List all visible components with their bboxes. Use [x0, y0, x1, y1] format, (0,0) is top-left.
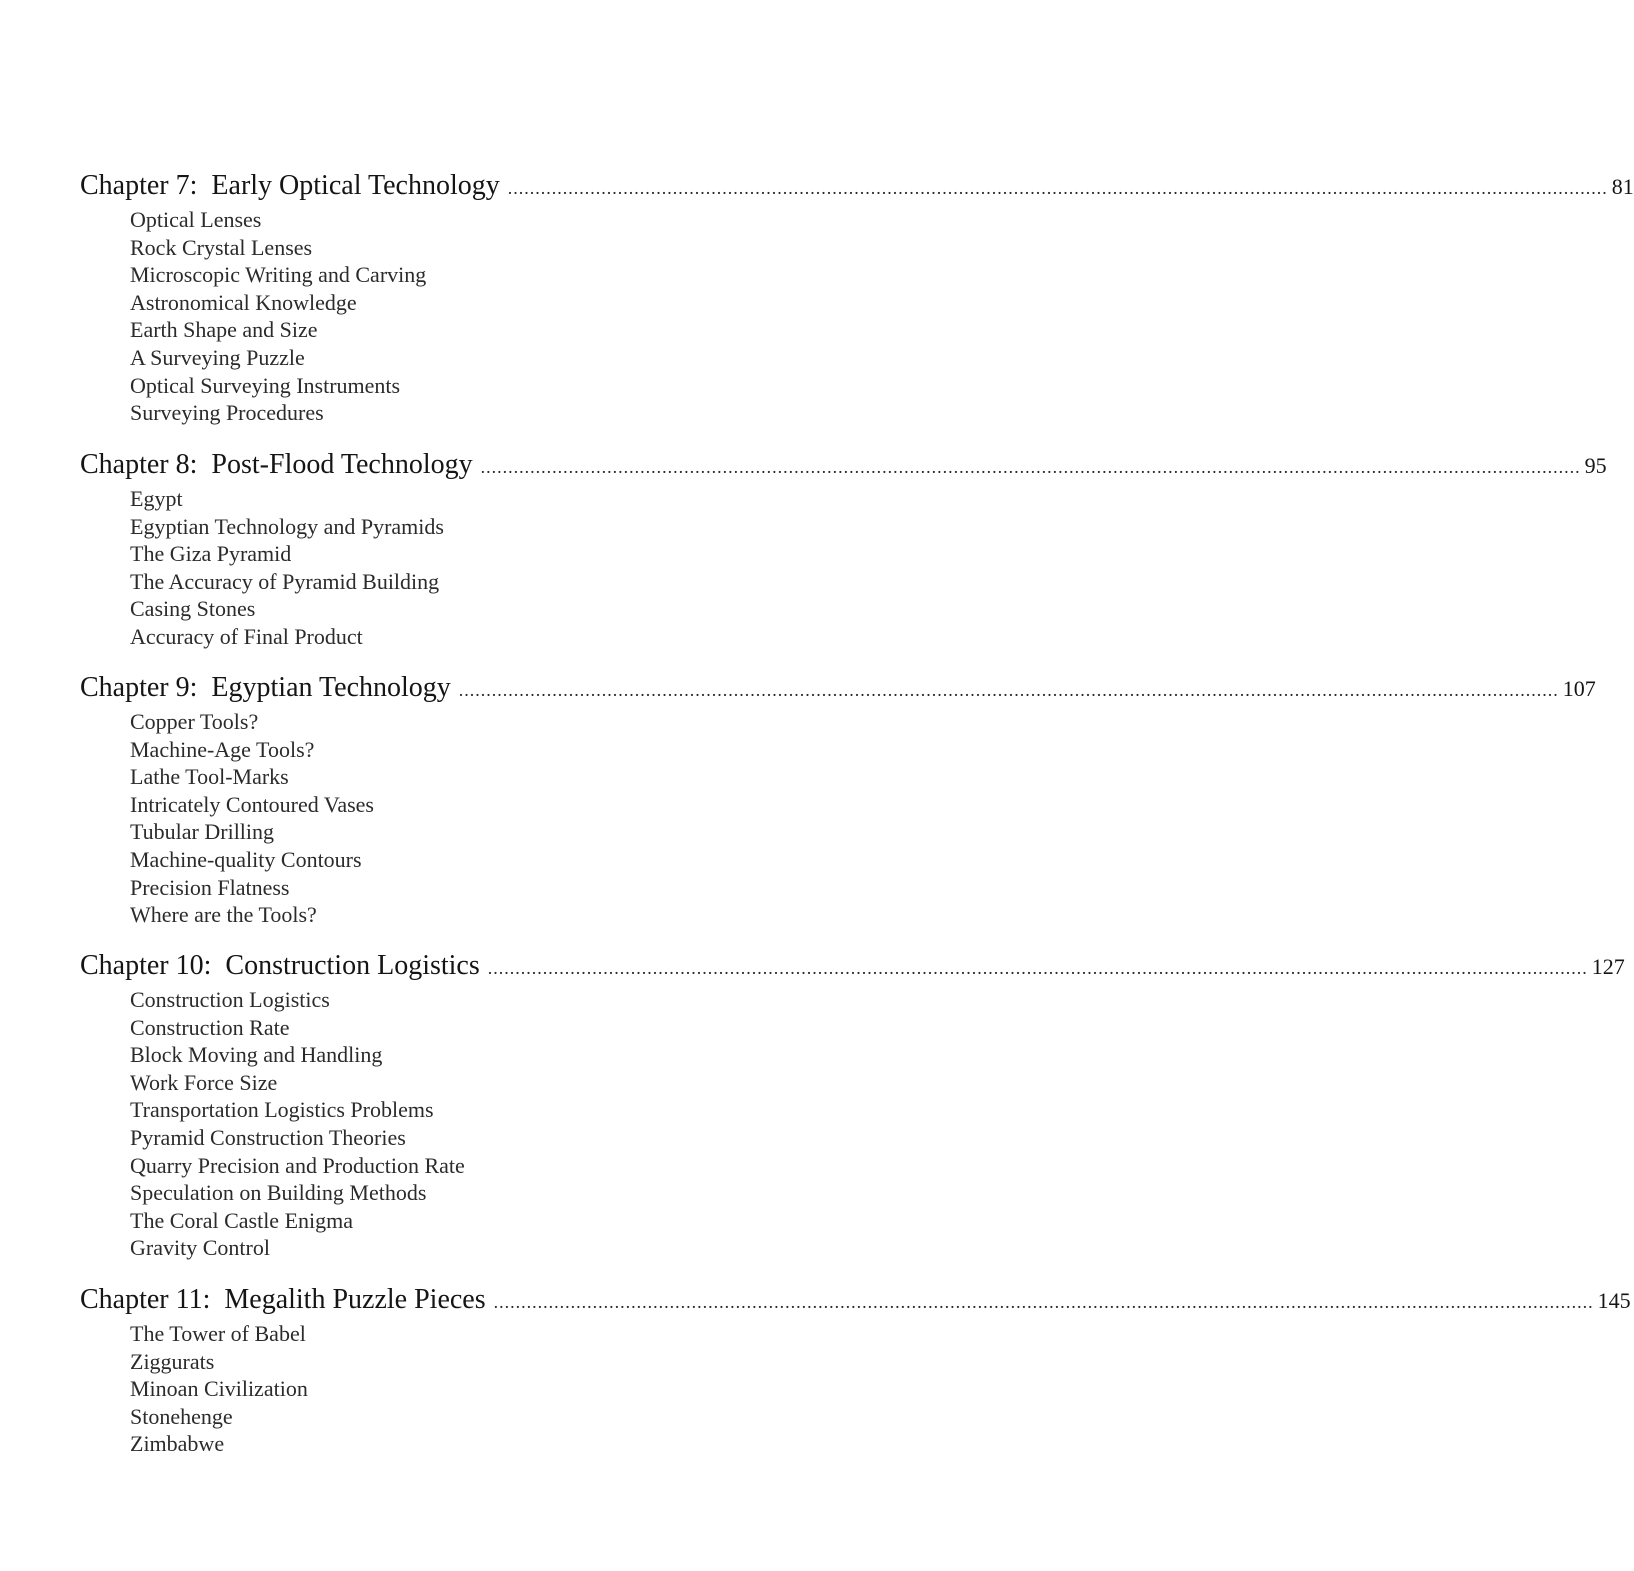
chapter-entry — [80, 672, 1596, 929]
chapter-name: Post-Flood Technology — [211, 449, 473, 480]
chapter-title — [80, 1284, 486, 1316]
section-list — [80, 986, 875, 1262]
section-list — [80, 1320, 875, 1458]
chapter-label: Chapter 11: — [80, 1284, 211, 1315]
section-item: A Surveying Puzzle — [130, 344, 305, 370]
section-item: Stonehenge — [130, 1403, 233, 1429]
section-item: Zimbabwe — [130, 1431, 225, 1457]
chapter-heading — [80, 1284, 1631, 1320]
section-item: Machine-quality Contours — [130, 846, 362, 872]
section-item: The Accuracy of Pyramid Building — [130, 568, 440, 594]
section-item: Optical Lenses — [130, 207, 262, 232]
section-item: Work Force Size — [130, 1069, 278, 1095]
chapter-name: Construction Logistics — [225, 950, 480, 981]
chapter-heading — [80, 672, 1596, 708]
chapter-entry — [80, 170, 1634, 427]
section-item: Machine-Age Tools? — [130, 736, 315, 762]
section-item: Optical Surveying Instruments — [130, 372, 401, 398]
section-item: Construction Rate — [130, 1014, 290, 1040]
section-item: Microscopic Writing and Carving — [130, 262, 427, 288]
dot-leader: ........................................................................................................................................................................................................ — [480, 457, 1581, 477]
chapter-title — [80, 950, 480, 982]
section-item: Minoan Civilization — [130, 1376, 308, 1402]
chapter-page-number: 95 — [1584, 453, 1607, 478]
section-item: Transportation Logistics Problems — [130, 1097, 434, 1123]
section-item: Surveying Procedures — [130, 400, 324, 426]
section-item: Precision Flatness — [130, 874, 290, 900]
chapter-name: Egyptian Technology — [211, 672, 451, 703]
chapter-title — [80, 449, 473, 481]
section-item: Tubular Drilling — [130, 819, 275, 845]
section-item: The Giza Pyramid — [130, 541, 292, 567]
chapter-heading — [80, 950, 1625, 986]
section-list — [80, 206, 875, 427]
section-list — [80, 485, 875, 651]
section-item: Quarry Precision and Production Rate — [130, 1152, 465, 1178]
dot-leader: ........................................................................................................................................................................................................ — [493, 1292, 1594, 1312]
section-item: The Coral Castle Enigma — [130, 1207, 353, 1233]
chapter-page-number: 145 — [1597, 1288, 1631, 1313]
chapter-label: Chapter 10: — [80, 950, 212, 981]
section-item: Astronomical Knowledge — [130, 289, 357, 315]
chapter-page-number: 107 — [1562, 676, 1596, 701]
chapter-label: Chapter 9: — [80, 672, 198, 703]
section-item: Block Moving and Handling — [130, 1042, 383, 1068]
dot-leader: ........................................................................................................................................................................................................ — [458, 680, 1559, 700]
section-item: Ziggurats — [130, 1348, 215, 1374]
chapter-title — [80, 672, 451, 704]
section-item: The Tower of Babel — [130, 1321, 306, 1346]
chapter-name: Megalith Puzzle Pieces — [224, 1284, 486, 1315]
chapter-page-number: 127 — [1591, 954, 1625, 979]
dot-leader: ........................................................................................................................................................................................................ — [487, 958, 1588, 978]
section-item: Intricately Contoured Vases — [130, 791, 374, 817]
chapter-page-number: 81 — [1611, 174, 1634, 199]
section-item: Speculation on Building Methods — [130, 1180, 427, 1206]
chapter-label: Chapter 8: — [80, 449, 198, 480]
dot-leader: ........................................................................................................................................................................................................ — [507, 178, 1608, 198]
section-item: Casing Stones — [130, 596, 256, 622]
section-item: Construction Logistics — [130, 987, 330, 1012]
section-item: Accuracy of Final Product — [130, 623, 363, 649]
chapter-label: Chapter 7: — [80, 170, 198, 201]
chapter-name: Early Optical Technology — [211, 170, 500, 201]
section-item: Earth Shape and Size — [130, 317, 318, 343]
chapter-entry — [80, 950, 1625, 1262]
chapter-heading — [80, 449, 1607, 485]
chapter-heading — [80, 170, 1634, 206]
section-list — [80, 708, 875, 929]
section-item: Gravity Control — [130, 1235, 270, 1261]
section-item: Where are the Tools? — [130, 902, 317, 928]
section-item: Copper Tools? — [130, 709, 259, 734]
chapter-entry — [80, 449, 1607, 651]
chapter-entry — [80, 1284, 1631, 1458]
section-item: Egyptian Technology and Pyramids — [130, 513, 444, 539]
chapter-title — [80, 170, 500, 202]
section-item: Pyramid Construction Theories — [130, 1124, 406, 1150]
section-item: Lathe Tool-Marks — [130, 764, 289, 790]
section-item: Rock Crystal Lenses — [130, 234, 313, 260]
section-item: Egypt — [130, 486, 183, 511]
